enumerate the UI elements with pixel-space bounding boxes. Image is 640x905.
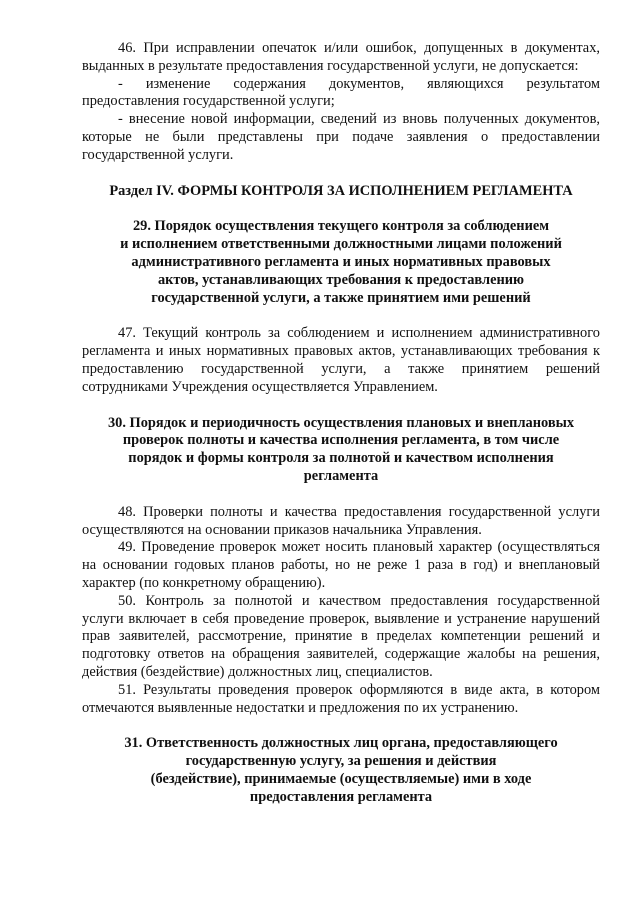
paragraph-50: 50. Контроль за полнотой и качеством предоставления государственной услуги включает в себя проведение проверок, выявление и устранение нарушений прав заявителей, рассмотрение, принятие в пределах компетенции решений и подготовку ответов на обращения заявителей, содержащие жалобы на решения, действия (бездействие) должностных лиц, специалистов. (82, 592, 600, 680)
heading-29-line: административного регламента и иных нормативных правовых (131, 253, 551, 270)
paragraph-46-item-2: - внесение новой информации, сведений из вновь полученных документов, которые не были представлены при подаче заявления о предоставлении государственной услуги. (82, 111, 600, 163)
paragraph-48: 48. Проверки полноты и качества предоставления государственной услуги осуществляются на основании приказов начальника Управления. (82, 503, 600, 538)
heading-29-line: 29. Порядок осуществления текущего контроля за соблюдением (132, 218, 550, 235)
heading-30 (82, 415, 600, 486)
heading-30-line: 30. Порядок и периодичность осуществления плановых и внеплановых (107, 414, 575, 431)
heading-30-line: проверок полноты и качества исполнения регламента, в том числе (122, 432, 560, 449)
heading-31-line: (бездействие), принимаемые (осуществляемые) ими в ходе (150, 770, 532, 787)
heading-29-line: актов, устанавливающих требования к предоставлению (157, 271, 525, 288)
paragraph-47: 47. Текущий контроль за соблюдением и исполнением административного регламента и иных нормативных правовых актов, устанавливающих требования к предоставлению государственной услуги, а также принятием решений сотрудниками Учреждения осуществляется Управлением. (82, 325, 600, 395)
heading-31-line: государственную услугу, за решения и действия (185, 753, 497, 770)
heading-31 (82, 735, 600, 806)
section-4-title: Раздел IV. ФОРМЫ КОНТРОЛЯ ЗА ИСПОЛНЕНИЕМ РЕГЛАМЕНТА (109, 182, 573, 199)
heading-30-line: регламента (303, 467, 379, 484)
heading-29 (82, 218, 600, 307)
heading-29-line: и исполнением ответственными должностными лицами положений (120, 236, 562, 253)
heading-31-line: предоставления регламента (249, 788, 433, 805)
paragraph-49: 49. Проведение проверок может носить плановый характер (осуществляться на основании годовых планов работы, но не реже 1 раза в год) и внеплановый характер (по конкретному обращению). (82, 539, 600, 591)
paragraph-46-item-1: - изменение содержания документов, являющихся результатом предоставления государственной услуги; (82, 75, 600, 110)
heading-31-line: 31. Ответственность должностных лиц органа, предоставляющего (124, 735, 558, 752)
heading-30-line: порядок и формы контроля за полнотой и качеством исполнения (128, 450, 554, 467)
heading-29-line: государственной услуги, а также принятием ими решений (151, 289, 531, 306)
paragraph-51: 51. Результаты проведения проверок оформляются в виде акта, в котором отмечаются выявленные недостатки и предложения по их устранению. (82, 681, 600, 716)
paragraph-46-intro: 46. При исправлении опечаток и/или ошибок, допущенных в документах, выданных в результате предоставления государственной услуги, не допускается: (82, 40, 600, 74)
